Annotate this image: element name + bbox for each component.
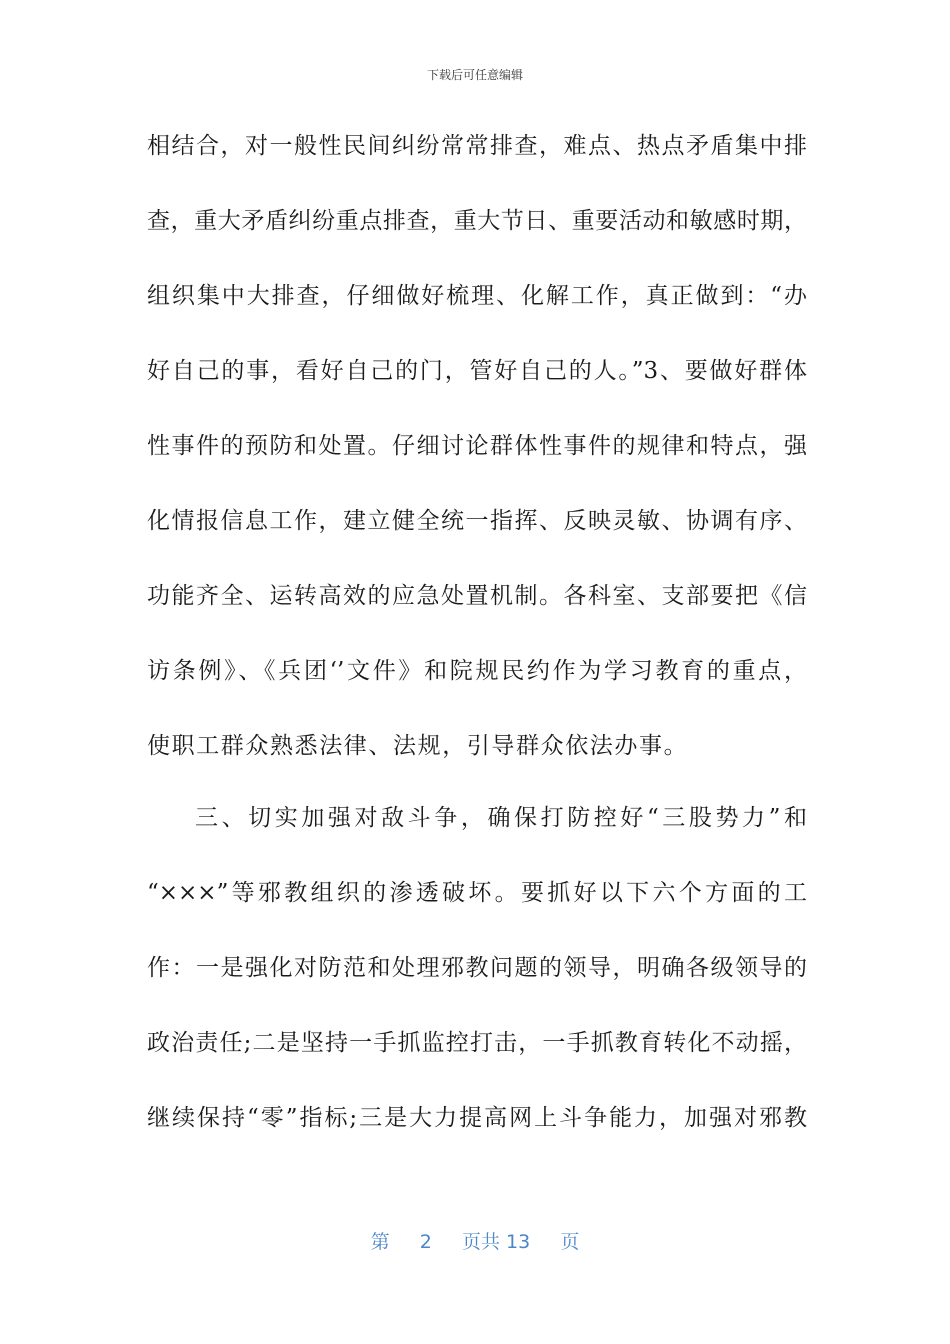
body-line-13: 政治责任;二是坚持一手抓监控打击，一手抓教育转化不动摇， <box>147 1030 807 1056</box>
footer-prefix: 第 <box>370 1231 390 1253</box>
footer-middle: 页共 <box>461 1231 500 1253</box>
body-line-6: 化情报信息工作，建立健全统一指挥、反映灵敏、协调有序、 <box>147 508 807 534</box>
body-line-11: “×××”等邪教组织的渗透破坏。要抓好以下六个方面的工 <box>147 880 807 906</box>
footer-page-number: 2 <box>419 1231 432 1253</box>
footer-suffix: 页 <box>560 1231 580 1253</box>
body-line-3: 组织集中大排查，仔细做好梳理、化解工作，真正做到：“办 <box>147 283 807 309</box>
body-line-4: 好自己的事，看好自己的门，管好自己的人。”3、要做好群体 <box>147 358 807 384</box>
body-line-7: 功能齐全、运转高效的应急处置机制。各科室、支部要把《信 <box>147 583 807 609</box>
body-line-2: 查，重大矛盾纠纷重点排查，重大节日、重要活动和敏感时期， <box>147 208 807 234</box>
body-line-12: 作：一是强化对防范和处理邪教问题的领导，明确各级领导的 <box>147 955 807 981</box>
body-line-1: 相结合，对一般性民间纠纷常常排查，难点、热点矛盾集中排 <box>147 133 807 159</box>
page-header-note: 下载后可任意编辑 <box>426 68 523 82</box>
body-line-14: 继续保持“零”指标;三是大力提高网上斗争能力，加强对邪教 <box>147 1105 807 1131</box>
body-line-8: 访条例》、《兵团‘’文件》和院规民约作为学习教育的重点， <box>147 658 807 684</box>
page-footer <box>0 1227 950 1254</box>
body-line-10: 三、切实加强对敌斗争，确保打防控好“三股势力”和 <box>195 805 807 831</box>
body-line-9: 使职工群众熟悉法律、法规，引导群众依法办事。 <box>147 733 689 759</box>
body-line-5: 性事件的预防和处置。仔细讨论群体性事件的规律和特点，强 <box>147 433 807 459</box>
footer-total-pages: 13 <box>506 1231 531 1253</box>
